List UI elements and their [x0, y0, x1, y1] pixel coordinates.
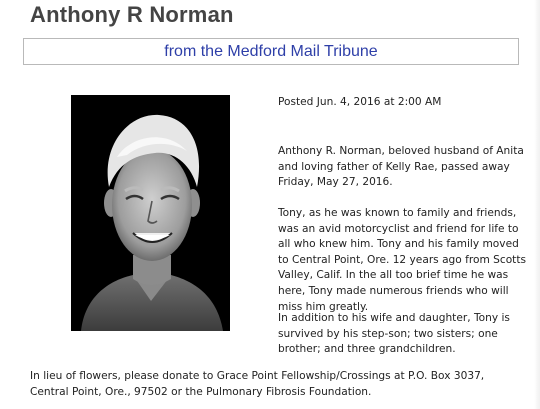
- source-text: from the Medford Mail Tribune: [164, 42, 378, 60]
- obituary-paragraph: Tony, as he was known to family and friends, was an avid motorcyclist and friend for life to all who knew him. Tony and his family moved to Central Point, Ore. 12 years ago from Scotts Valley, Calif. In the all too brief time he was here, Tony made numerous friends who will miss him greatly.: [278, 207, 527, 313]
- posted-date: Posted Jun. 4, 2016 at 2:00 AM: [278, 96, 442, 108]
- obituary-name: Anthony R Norman: [30, 2, 234, 27]
- obituary-paragraph: Anthony R. Norman, beloved husband of Anita and loving father of Kelly Rae, passed away Friday, May 27, 2016.: [278, 145, 524, 189]
- donation-note: In lieu of flowers, please donate to Grace Point Fellowship/Crossings at P.O. Box 3037, Central Point, Ore., 97502 or the Pulmonary Fibrosis Foundation.: [30, 370, 485, 398]
- page-edge-shadow: [534, 0, 540, 409]
- portrait-photo: [71, 95, 230, 331]
- portrait-image: [71, 95, 230, 331]
- source-banner: [23, 38, 519, 65]
- obituary-paragraph: In addition to his wife and daughter, Tony is survived by his step-son; two sisters; one brother; and three grandchildren.: [278, 312, 510, 356]
